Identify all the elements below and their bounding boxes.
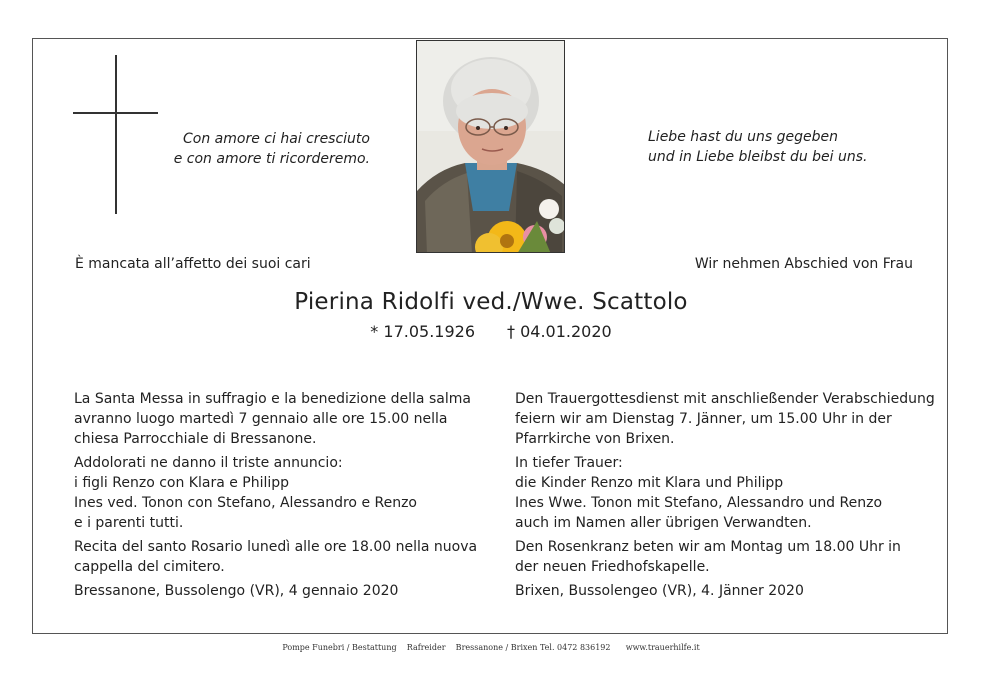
text-line: feiern wir am Dienstag 7. Jänner, um 15.00 Uhr in der — [515, 411, 892, 427]
text-line: Pfarrkirche von Brixen. — [515, 431, 675, 447]
cross-horizontal-bar — [73, 112, 158, 114]
text-line: auch im Namen aller übrigen Verwandten. — [515, 515, 812, 531]
text-line: chiesa Parrocchiale di Bressanone. — [74, 431, 317, 447]
text-line: Brixen, Bussolengeo (VR), 4. Jänner 2020 — [515, 583, 804, 599]
rosary-paragraph — [515, 537, 925, 577]
text-line: La Santa Messa in suffragio e la benedizione della salma — [74, 391, 471, 407]
quote-italian-line: e con amore ti ricorderemo. — [173, 151, 370, 167]
mourners-paragraph — [74, 453, 474, 533]
mourners-paragraph — [515, 453, 925, 533]
text-line: Ines ved. Tonon con Stefano, Alessandro e Renzo — [74, 495, 417, 511]
text-line: Recita del santo Rosario lunedì alle ore 18.00 nella nuova — [74, 539, 478, 555]
funeral-home-footer: Pompe Funebri / Bestattung Rafreider Bressanone / Brixen Tel. 0472 836192 www.trauerhilfe.it — [282, 643, 700, 652]
quote-german — [648, 127, 888, 167]
intro-german: Wir nehmen Abschied von Frau — [694, 256, 913, 272]
portrait-photo — [416, 40, 565, 253]
text-line: die Kinder Renzo mit Klara und Philipp — [515, 475, 784, 491]
text-line: cappella del cimitero. — [74, 559, 225, 575]
text-line: e i parenti tutti. — [74, 515, 184, 531]
text-line: i figli Renzo con Klara e Philipp — [74, 475, 290, 491]
german-column — [515, 389, 935, 605]
cross-vertical-bar — [115, 55, 117, 214]
intro-italian: È mancata all’affetto dei suoi cari — [75, 256, 311, 272]
place-date — [74, 581, 474, 601]
mass-paragraph — [515, 389, 935, 449]
text-line: Addolorati ne danno il triste annuncio: — [74, 455, 343, 471]
text-line: Ines Wwe. Tonon mit Stefano, Alessandro und Renzo — [515, 495, 883, 511]
text-line: Den Trauergottesdienst mit anschließender Verabschiedung — [515, 391, 935, 407]
rosary-paragraph — [74, 537, 478, 577]
text-line: der neuen Friedhofskapelle. — [515, 559, 710, 575]
italian-column — [74, 389, 478, 605]
portrait-illustration — [417, 41, 565, 253]
death-date: † 04.01.2020 — [507, 322, 612, 341]
deceased-name: Pierina Ridolfi ved./Wwe. Scattolo — [294, 289, 688, 315]
text-line: Den Rosenkranz beten wir am Montag um 18.00 Uhr in — [515, 539, 901, 555]
text-line: Bressanone, Bussolengo (VR), 4 gennaio 2020 — [74, 583, 399, 599]
birth-date: * 17.05.1926 — [370, 322, 475, 341]
text-line: In tiefer Trauer: — [515, 455, 623, 471]
life-dates — [0, 322, 982, 341]
quote-italian — [170, 129, 370, 169]
place-date — [515, 581, 925, 601]
mass-paragraph — [74, 389, 474, 449]
text-line: avranno luogo martedì 7 gennaio alle ore 15.00 nella — [74, 411, 448, 427]
quote-german-line: und in Liebe bleibst du bei uns. — [648, 149, 868, 165]
quote-italian-line: Con amore ci hai cresciuto — [183, 131, 370, 147]
quote-german-line: Liebe hast du uns gegeben — [648, 129, 839, 145]
